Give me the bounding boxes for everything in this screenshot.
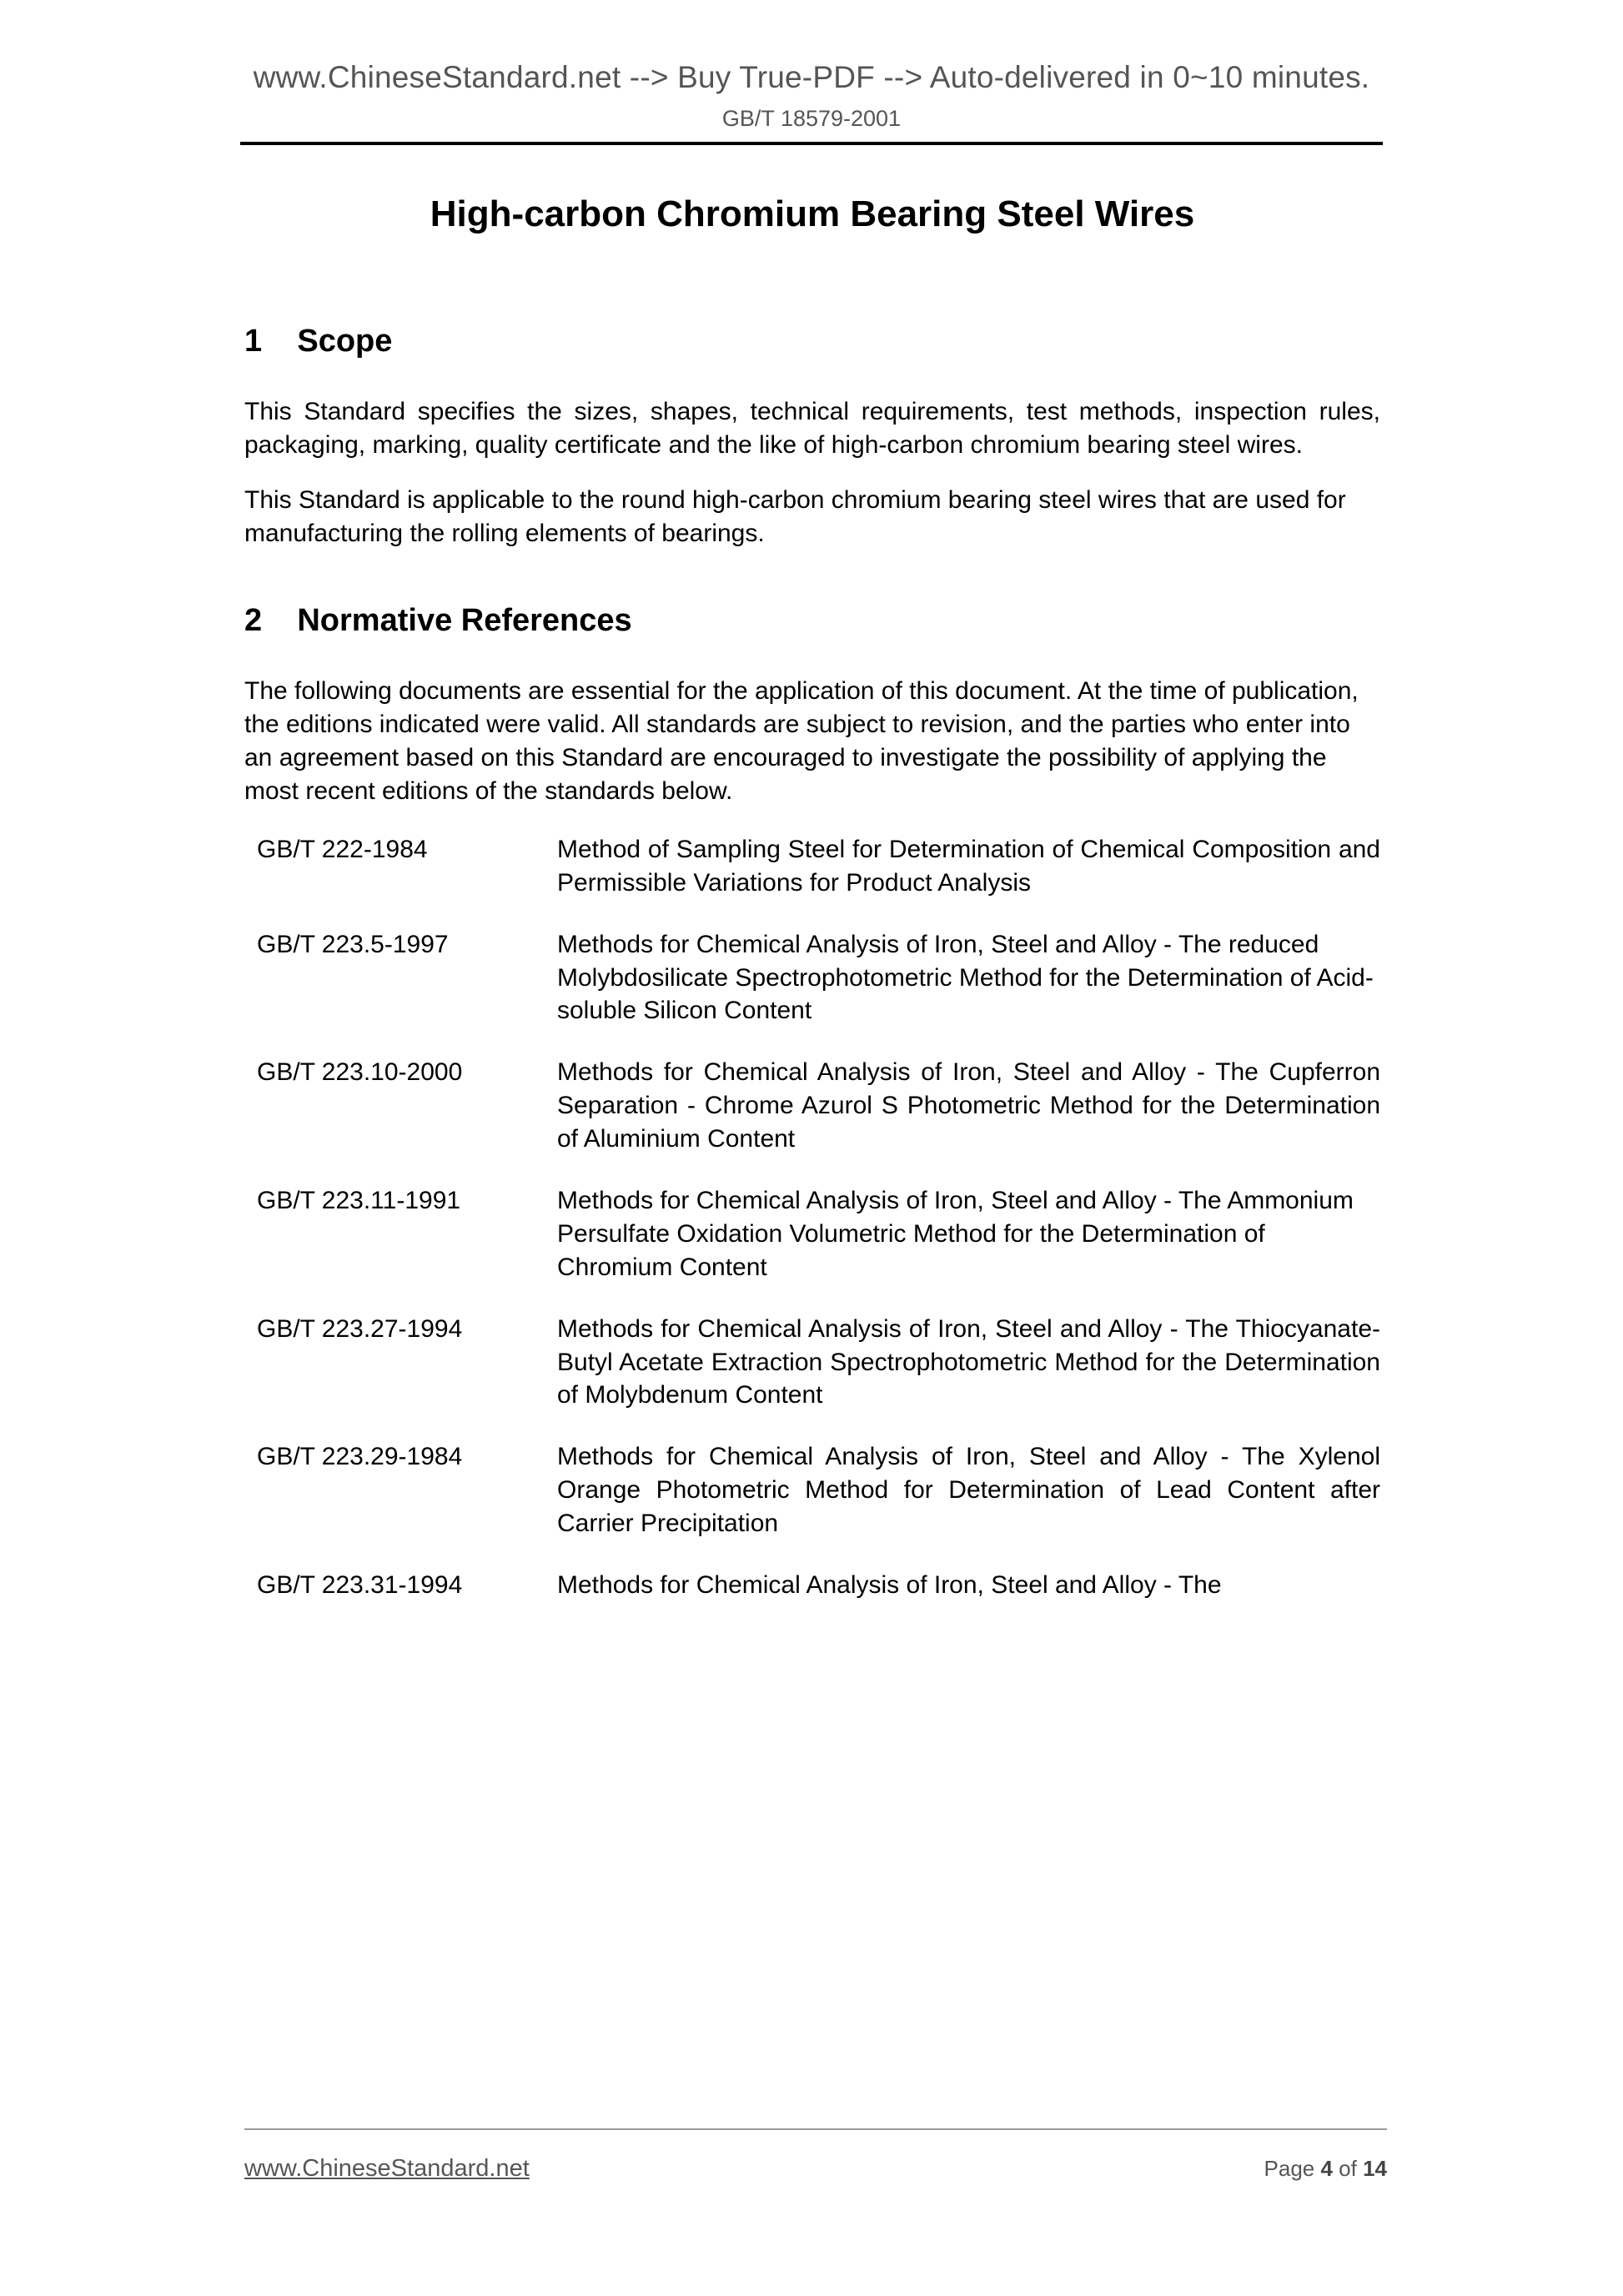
watermark-promo-text: www.ChineseStandard.net --> Buy True-PDF --> Auto-delivered in 0~10 minutes.	[253, 60, 1370, 94]
reference-entry	[244, 1056, 1380, 1156]
reference-entry	[244, 928, 1380, 1028]
spacer	[244, 360, 1380, 395]
page-label-prefix: Page	[1264, 2156, 1321, 2181]
reference-description: Method of Sampling Steel for Determination of Chemical Composition and Permissible Variations for Product Analysis	[557, 835, 1380, 897]
scope-paragraph-2: This Standard is applicable to the round high-carbon chromium bearing steel wires that are used for manufacturing the rolling elements of bearings.	[244, 485, 1346, 547]
normative-references-intro-paragraph: The following documents are essential for the application of this document. At the time of publication, the editions indicated were valid. All standards are subject to revision, and the parties who enter into an agreement based on this Standard are encouraged to investigate the possibility of applying the most recent editions of the standards below.	[244, 677, 1359, 806]
spacer	[244, 236, 1380, 323]
document-standard-code: GB/T 18579-2001	[721, 106, 902, 131]
footer-content-row	[244, 2130, 1387, 2183]
page-current-number: 4	[1320, 2156, 1333, 2181]
reference-code: GB/T 223.29-1984	[257, 1443, 463, 1471]
normative-reference-list	[244, 833, 1380, 1602]
reference-entry	[244, 833, 1380, 900]
spacer	[244, 808, 1380, 833]
page-header	[0, 0, 1623, 145]
page-label-middle: of	[1332, 2156, 1364, 2181]
reference-description: Methods for Chemical Analysis of Iron, Steel and Alloy - The Ammonium Persulfate Oxidation Volumetric Method for the Determination of Chromium Content	[557, 1187, 1354, 1281]
page-number-indicator	[1264, 2156, 1387, 2182]
reference-code: GB/T 223.11-1991	[257, 1187, 461, 1215]
reference-description: Methods for Chemical Analysis of Iron, Steel and Alloy - The reduced Molybdosilicate Spectrophotometric Method for the Determination of Acid-soluble Silicon Content	[557, 930, 1374, 1025]
reference-code: GB/T 223.31-1994	[257, 1571, 463, 1600]
reference-entry	[244, 1440, 1380, 1540]
reference-entry	[244, 1569, 1380, 1602]
section-heading-scope: 1 Scope	[244, 323, 393, 359]
reference-description: Methods for Chemical Analysis of Iron, Steel and Alloy - The Thiocyanate-Butyl Acetate Extraction Spectrophotometric Method for the Determination of Molybdenum Content	[557, 1314, 1380, 1409]
reference-code: GB/T 222-1984	[257, 835, 428, 863]
reference-code: GB/T 223.10-2000	[257, 1058, 463, 1087]
reference-entry	[244, 1313, 1380, 1413]
spacer	[244, 462, 1380, 484]
footer-website-link[interactable]: www.ChineseStandard.net	[244, 2155, 530, 2182]
reference-code: GB/T 223.5-1997	[257, 930, 449, 958]
page-title: High-carbon Chromium Bearing Steel Wires	[430, 193, 1195, 234]
page-total-number: 14	[1363, 2156, 1387, 2181]
reference-description: Methods for Chemical Analysis of Iron, Steel and Alloy - The Cupferron Separation - Chrome Azurol S Photometric Method for the Determination of Aluminium Content	[557, 1058, 1380, 1153]
document-body	[244, 193, 1380, 1602]
header-divider-rule	[240, 142, 1383, 145]
reference-description: Methods for Chemical Analysis of Iron, Steel and Alloy - The	[557, 1571, 1222, 1600]
spacer	[244, 640, 1380, 675]
section-heading-normative-references: 2 Normative References	[244, 602, 632, 638]
reference-code: GB/T 223.27-1994	[257, 1314, 463, 1343]
reference-description: Methods for Chemical Analysis of Iron, Steel and Alloy - The Xylenol Orange Photometric Method for Determination of Lead Content after Carrier Precipitation	[557, 1443, 1380, 1538]
scope-paragraph-1: This Standard specifies the sizes, shapes, technical requirements, test methods, inspection rules, packaging, marking, quality certificate and the like of high-carbon chromium bearing steel wires.	[244, 398, 1380, 460]
reference-entry	[244, 1184, 1380, 1284]
spacer	[244, 550, 1380, 602]
page-footer	[244, 2128, 1387, 2183]
